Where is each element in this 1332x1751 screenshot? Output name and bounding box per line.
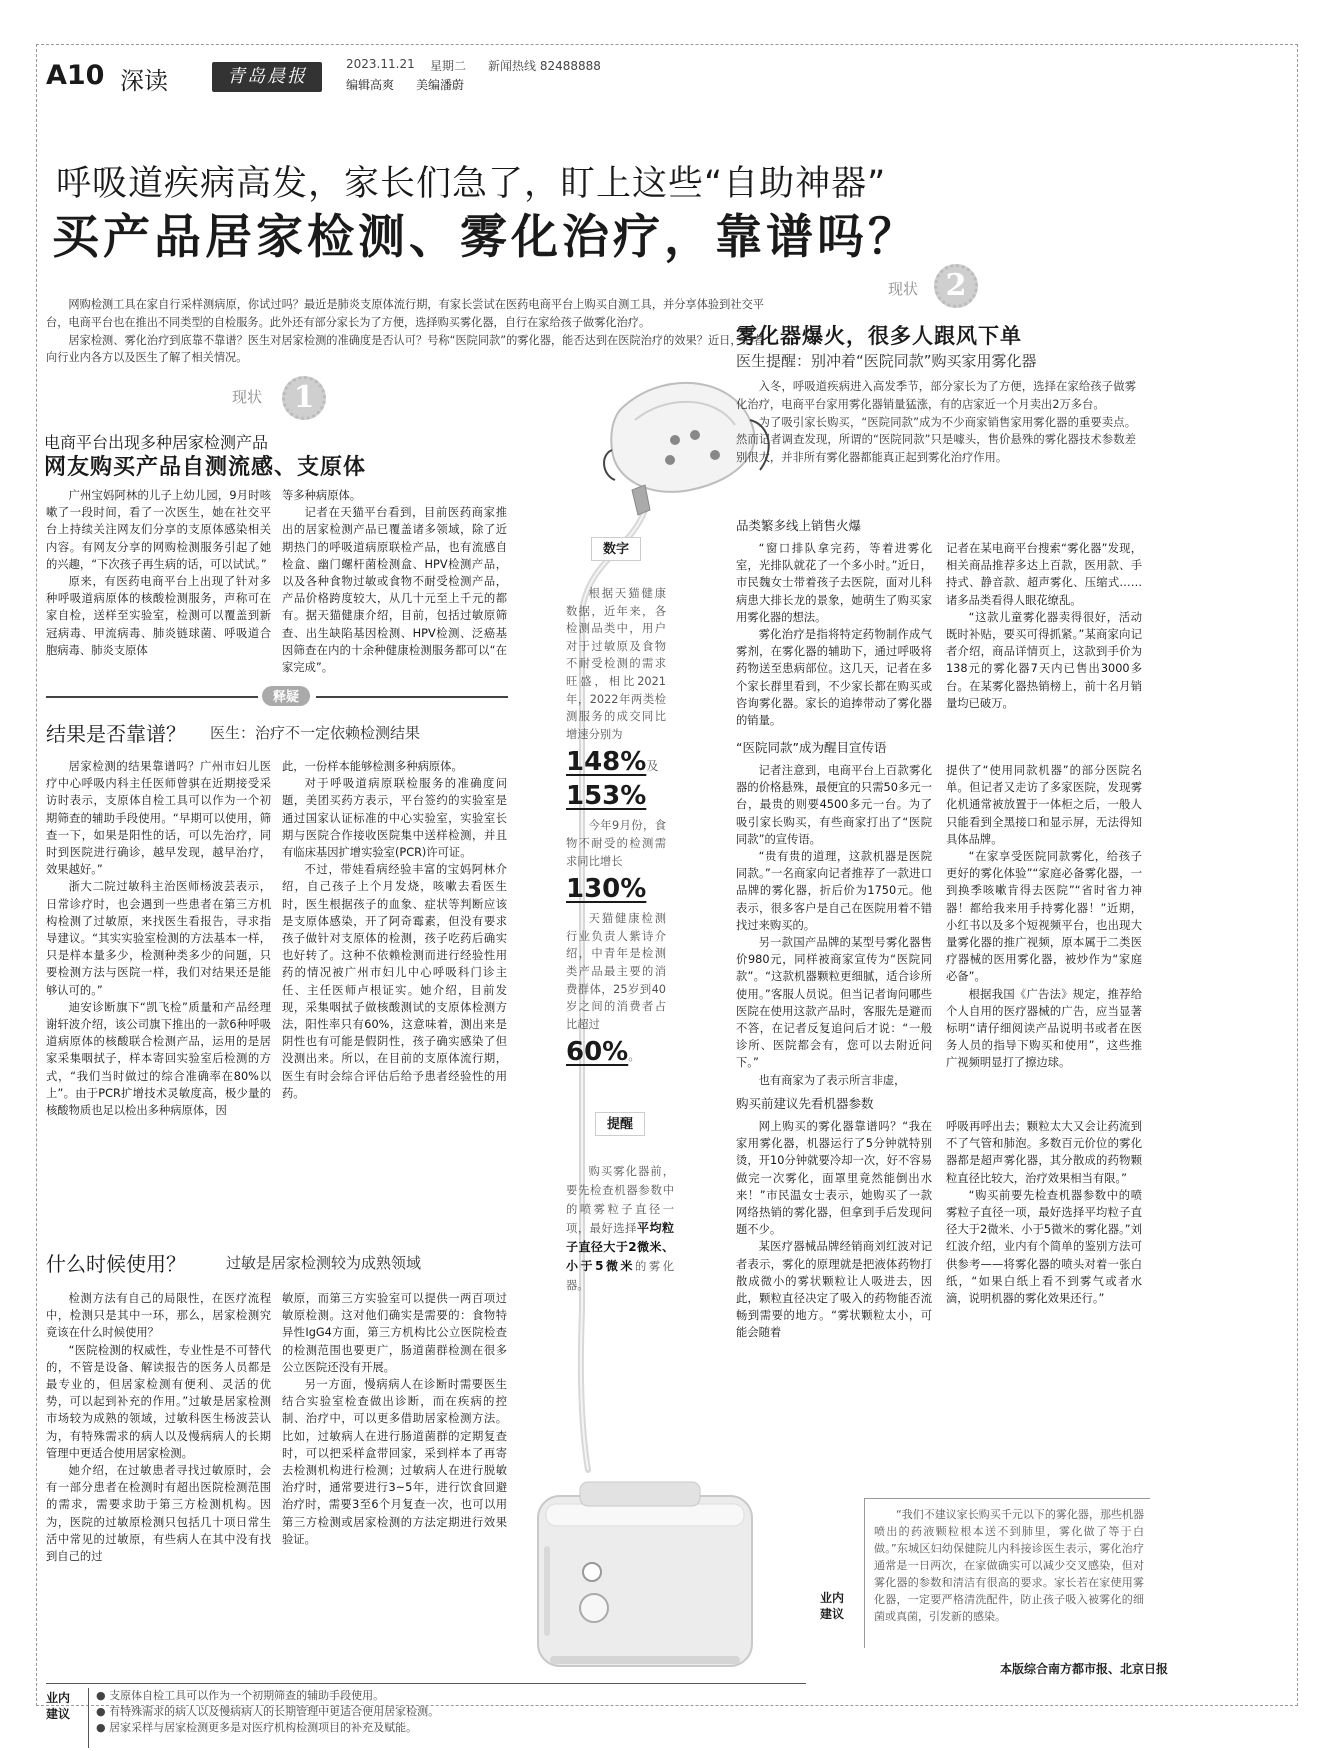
paragraph: 入冬，呼吸道疾病进入高发季节，部分家长为了方便，选择在家给孩子做雾化治疗，电商平台家用雾化器销量猛涨，有的店家近一个月卖出2万多台。	[736, 380, 1136, 411]
section2-h1-col-1	[736, 540, 932, 729]
headline-main: 买产品居家检测、雾化治疗，靠谱吗？	[52, 210, 919, 265]
paragraph: 她介绍，在过敏患者寻找过敏原时，会有一部分患者在检测时有超出医院检测范围的需求，需要求助于第三方检测机构。因为，医院的过敏原检测只包括几十项日常生活中常见的过敏原，有些病人在其中没有找到自己的过	[46, 1464, 271, 1564]
advice-item-text: 支原体自检工具可以作为一个初期筛查的辅助手段使用。	[109, 1689, 385, 1702]
section2-heading-1: 品类繁多线上销售火爆	[736, 518, 862, 533]
numbers-sidebar	[566, 537, 666, 1067]
q2-subtitle: 过敏是居家检测较为成熟领域	[226, 1254, 422, 1272]
stat-60: 60%	[566, 1037, 629, 1068]
tip-label-tag	[595, 1112, 645, 1136]
q2-col-2	[282, 1290, 507, 1548]
section-name: 深读	[120, 67, 168, 95]
dial-icon	[580, 1594, 608, 1622]
paragraph: “在家享受医院同款雾化，给孩子更好的雾化体验”“家庭必备雾化器，一到换季咳嗽肯得去医院”“省时省力神器！都给我来用手持雾化器！”近期，小红书以及多个短视频平台，也出现大量雾化器的推广视频，原本属于二类医疗器械的医用雾化器，被炒作为“家庭必备”。	[946, 850, 1142, 984]
tip-text-2: 的雾化器。	[566, 1260, 674, 1292]
paragraph: 检测方法有自己的局限性，在医疗流程中，检测只是其中一环，那么，居家检测究竟该在什么时候使用？	[46, 1292, 271, 1340]
stat-148: 148%	[566, 747, 647, 778]
advice-item	[96, 1688, 616, 1704]
section2-h3-col-1	[736, 1118, 932, 1342]
stat-row-2	[566, 781, 666, 811]
paragraph: 等多种病原体。	[282, 489, 362, 502]
q1-title: 结果是否靠谱？	[46, 722, 186, 746]
badge-label: 现状	[888, 280, 919, 298]
badge-number: 1	[293, 380, 315, 415]
paragraph: “医院检测的权威性，专业性是不可替代的，不管是设备、解读报告的医务人员都是最专业的，但居家检测有便利、灵活的优势，可以起到补充的作用。”过敏是居家检测市场较为成熟的领域，过敏科医生杨波芸认为，有特殊需求的病人以及慢病病人的长期管理中更适合使用居家检测。	[46, 1343, 271, 1460]
lead-paragraph-1: 网购检测工具在家自行采样测病原，你试过吗？最近是肺炎支原体流行期，有家长尝试在医药电商平台上购买自测工具，并分享体验到社交平台，电商平台也在推出不同类型的自检服务。此外还有部分家长为了方便，选择购买雾化器，自行在家给孩子做雾化治疗。	[46, 298, 764, 329]
bullet-icon: ●	[96, 1720, 110, 1734]
section2-h2-col-2	[946, 762, 1142, 1072]
paragraph: 提供了“使用同款机器”的部分医院名单。但记者又走访了多家医院，发现雾化机通常被放置于一体柜之后，一般人只能看到全黑接口和显示屏，无法得知具体品牌。	[946, 764, 1142, 846]
stat-153: 153%	[566, 781, 647, 812]
numbers-mid: 今年9月份，食物不耐受的检测需求同比增长	[566, 819, 666, 868]
paragraph: “这款儿童雾化器卖得很好，活动既时补贴，要买可得抓紧。”某商家向记者介绍，商品详情页上，这款到手价为138元的雾化器7天内已售出3000多台。在某雾化器热销榜上，前十名月销量均已破万。	[946, 610, 1142, 710]
nebulizer-machine-illustration	[520, 1476, 770, 1676]
tip-label: 提醒	[606, 1117, 633, 1132]
paragraph: “购买前要先检查机器参数中的喷雾粒子直径一项，最好选择平均粒子直径大于2微米、小于5微米的雾化器。”刘红波介绍，业内有个简单的鉴别方法可供参考——将雾化器的喷头对着一张白纸，“如果白纸上看不到雾气或者水滴，说明机器的雾化效果还行。”	[946, 1188, 1142, 1306]
badge-section-2	[888, 264, 1008, 308]
bullet-icon: ●	[96, 1689, 110, 1702]
quote-box-top-rule	[864, 1498, 1150, 1499]
section1-subtitle: 电商平台出现多种居家检测产品	[44, 433, 269, 452]
paragraph: 敏原，而第三方实验室可以提供一两百项过敏原检测。这对他们确实是需要的：食物特异性IgG4方面，第三方机构比公立医院检查的检测范围也要更广，肠道菌群检测在很多公立医院还没有开展。	[282, 1292, 507, 1374]
numbers-label-tag	[591, 537, 641, 561]
issue-date: 2023.11.21	[346, 57, 415, 71]
newspaper-logo-text: 青岛晨报	[227, 66, 307, 87]
stat-row-3	[566, 874, 666, 904]
newspaper-logo	[212, 62, 322, 92]
advice-divider	[88, 1688, 89, 1748]
bullet-icon: ●	[96, 1704, 110, 1718]
paragraph: 记者注意到，电商平台上百款雾化器的价格悬殊，最便宜的只需50多元一台，最贵的则要4500多元一台。为了吸引家长购买，有些商家打出了“医院同款”的宣传语。	[736, 764, 932, 846]
paragraph: 广州宝妈阿林的儿子上幼儿园，9月时咳嗽了一段时间，看了一次医生，她在社交平台上持续关注网友们分享的支原体感染相关内容。有网友分享的网购检测服务引起了她的兴趣，“下次孩子再生病的话，可以试试。”	[46, 489, 271, 571]
paragraph: 不过，带娃看病经验丰富的宝妈阿林介绍，自己孩子上个月发烧，咳嗽去看医生时，医生根据孩子的血象、症状等判断应该是支原体感染，开了阿奇霉素，但没有要求孩子做针对支原体的检测，孩子吃药后确实也好转了。这种不依赖检测而进行经验性用药的情况被广州市妇儿中心呼吸科门诊主任、主任医师卢根证实。她介绍，目前发现，采集咽拭子做核酸测试的支原体检测方法，阳性率只有60%，这意味着，测出来是阴性也有可能是假阴性，孩子确实感染了但没测出来。所以，在目前的支原体流行期，医生有时会综合评估后给予患者经验性的用药。	[282, 863, 507, 1100]
badge-gear-icon	[282, 376, 326, 420]
paragraph: 此，一份样本能够检测多种病原体。	[282, 760, 463, 773]
paragraph: 另一方面，慢病病人在诊断时需要医生结合实验室检查做出诊断，而在疾病的控制、治疗中，可以更多借助居家检测方法。比如，过敏病人在进行肠道菌群的定期复查时，可以把采样盒带回家，采到样本了再寄去检测机构进行检测；过敏病人在进行脱敏治疗时，通常要进行3~5年，进行饮食回避治疗时，需要3至6个月复查一次，也可以用第三方检测或居家检测的方法定期进行效果验证。	[282, 1378, 507, 1546]
section2-title: 雾化器爆火，很多人跟风下单	[736, 324, 1022, 348]
badge-label: 现状	[232, 388, 263, 406]
paragraph: “窗口排队拿完药，等着进雾化室，光排队就花了一个多小时。”近日，市民魏女士带着孩子去医院，面对儿科病患大排长龙的景象，她萌生了购买家用雾化器的想法。	[736, 542, 932, 624]
designer-credit: 美编潘蔚	[416, 78, 465, 92]
stat-row-4	[566, 1037, 666, 1067]
badge-number: 2	[945, 268, 967, 303]
paragraph: 对于呼吸道病原联检服务的准确度问题，美团买药方表示，平台签约的实验室是通过国家认证标准的中心实验室，实验室长期与医院合作接收医院集中送样检测，并且有临床基因扩增实验室(PCR)许可证。	[282, 777, 507, 860]
tip-text-bold: 平均粒子直径大于2微米、小于5微米	[566, 1221, 674, 1273]
advice-label-right: 业内建议	[820, 1591, 845, 1621]
q1-col-2	[282, 758, 507, 1102]
stat-end: 。	[628, 1049, 641, 1064]
section2-subtitle: 医生提醒：别冲着“医院同款”购买家用雾化器	[736, 352, 1037, 370]
q1-subtitle: 医生：治疗不一定依赖检测结果	[210, 724, 421, 742]
paragraph: 为了吸引家长购买，“医院同款”成为不少商家销售家用雾化器的重要卖点。然而记者调查发现，所谓的“医院同款”只是噱头，售价悬殊的雾化器技术参数差别很大，并非所有雾化器都能真正起到雾化治疗作用。	[736, 415, 1136, 465]
advice-list	[96, 1688, 616, 1735]
numbers-intro: 根据天猫健康数据，近年来，各检测品类中，用户对于过敏原及食物不耐受检测的需求旺盛，相比2021年，2022年两类检测服务的成交同比增速分别为	[566, 587, 666, 741]
paragraph: 记者在天猫平台看到，目前医药商家推出的居家检测产品已覆盖诸多领域，除了近期热门的呼吸道病原联检产品，也有流感自检盒、幽门螺杆菌检测盒、HPV检测产品，以及各种食物过敏或食物不耐受检测产品，产品价格跨度较大，从几十元至上千元的都有。据天猫健康介绍，目前，包括过敏原筛查、出生缺陷基因检测、HPV检测、泛癌基因筛查在内的十余种健康检测服务都可以“在家完成”。	[282, 506, 507, 675]
numbers-end: 天猫健康检测行业负责人紫诗介绍，中青年是检测类产品最主要的消费群体，25岁到40岁之间的消费者占比超过	[566, 912, 666, 1031]
source-credit: 本版综合南方都市报、北京日报	[1000, 1662, 1169, 1676]
paragraph: 呼吸再呼出去；颗粒太大又会让药流到不了气管和肺泡。多数百元价位的雾化器都是超声雾化器，其分散成的药物颗粒直径比较大，治疗效果相当有限。”	[946, 1120, 1142, 1185]
section1-col-2	[282, 487, 507, 676]
badge-section-1	[232, 376, 352, 420]
paragraph: 雾化治疗是指将特定药物制作成气雾剂，在雾化器的辅助下，通过呼吸将药物送至患病部位。这几天，记者在多个家长群里看到，不少家长都在购买或咨询雾化器。家长的追捧带动了雾化器的销量。	[736, 628, 932, 728]
lead-paragraph-2: 居家检测、雾化治疗到底靠不靠谱？医生对居家检测的准确度是否认可？号称“医院同款”的雾化器，能否达到在医院治疗的效果？近日，记者向行业内各方以及医生了解了相关情况。	[46, 333, 764, 365]
editor-credit: 编辑高爽	[346, 78, 395, 92]
paragraph: 某医疗器械品牌经销商刘红波对记者表示，雾化的原理就是把液体药物打散成微小的雾状颗粒让人吸进去，因此，颗粒直径决定了吸入的药物能否流畅到需要的地方。“雾状颗粒太小，可能会随着	[736, 1240, 932, 1340]
section2-h3-col-2	[946, 1118, 1142, 1307]
badge-gear-icon	[934, 264, 978, 308]
tip-text	[566, 1162, 674, 1295]
stat-row-1	[566, 747, 666, 777]
section2-h1-col-2	[946, 540, 1142, 712]
advice-label: 业内建议	[46, 1691, 71, 1721]
explain-tag-text: 释疑	[272, 690, 299, 705]
paragraph: 迪安诊断旗下“凯飞检”质量和产品经理谢轩波介绍，该公司旗下推出的一款6种呼吸道病原体的核酸联合检测产品，运用的是居家采集咽拭子，样本寄回实验室后检测的方式，“我们当时做过的综合准确率在80%以上”。由于PCR扩增技术灵敏度高，极少量的核酸物质也足以检出多种病原体，因	[46, 1000, 271, 1118]
expert-quote-text: “我们不建议家长购买千元以下的雾化器，那些机器喷出的药液颗粒根本送不到肺里，雾化做了等于白做。”东城区妇幼保健院儿内科接诊医生表示，雾化治疗通常是一日两次，在家做确实可以减少交叉感染，但对雾化器的参数和清洁有很高的要求。家长若在家使用雾化器，一定要严格清洗配件，防止孩子吸入被雾化的细菌或真菌，引发新的感染。	[874, 1508, 1144, 1623]
stat-and: 及	[646, 759, 659, 774]
advice-item-text: 有特殊需求的病人以及慢病病人的长期管理中更适合使用居家检测。	[109, 1704, 440, 1718]
divider-right	[316, 696, 508, 698]
paragraph: “贵有贵的道理，这款机器是医院同款。”一名商家向记者推荐了一款进口品牌的雾化器，折后价为1750元。他表示，很多客户是自己在医院用着不错找过来购买的。	[736, 850, 932, 932]
section2-heading-3: 购买前建议先看机器参数	[736, 1096, 874, 1111]
tip-sidebar	[566, 1112, 674, 1295]
divider-left	[46, 696, 258, 698]
advice-item-text: 居家采样与居家检测更多是对医疗机构检测项目的补充及赋能。	[109, 1720, 418, 1734]
paragraph: 原来，有医药电商平台上出现了针对多种呼吸道病原体的核酸检测服务，声称可在家自检，送样至实验室，检测可以覆盖到新冠病毒、甲流病毒、肺炎链球菌、呼吸道合胞病毒、肺炎支原体	[46, 575, 271, 657]
expert-quote	[874, 1506, 1144, 1625]
advice-item	[96, 1720, 616, 1736]
paragraph: 根据我国《广告法》规定，推荐给个人自用的医疗器械的广告，应当显著标明“请仔细阅读产品说明书或者在医务人员的指导下购买和使用”，这些推广视频明显打了擦边球。	[946, 987, 1142, 1070]
paragraph: 网上购买的雾化器靠谱吗？“我在家用雾化器，机器运行了5分钟就特别烫，开10分钟就要冷却一次，好不容易做完一次雾化，面罩里竟然能倒出水来！”市民温女士表示，她购买了一款网络热销的雾化器，但拿到手后发现问题不少。	[736, 1120, 932, 1237]
paragraph: 也有商家为了表示所言非虚，	[758, 1073, 906, 1087]
section2-intro	[736, 378, 1136, 467]
paragraph: 浙大二院过敏科主治医师杨波芸表示，日常诊疗时，也会遇到一些患者在第三方机构检测了过敏原，来找医生看报告，寻求指导建议。“其实实验室检测的方法基本一样，只是样本量多少，检测种类多少的问题，只要检测方法与医院一样，我们对结果还是能够认可的。”	[46, 880, 271, 997]
issue-weekday: 星期二	[430, 59, 467, 73]
section2-h2-col-1	[736, 762, 932, 1089]
section1-col-1	[46, 487, 271, 659]
numbers-label: 数字	[602, 542, 629, 557]
stat-130: 130%	[566, 874, 647, 905]
q1-col-1	[46, 758, 271, 1119]
advice-top-rule	[46, 1683, 806, 1684]
headline-kicker: 呼吸道疾病高发，家长们急了，盯上这些“自助神器”	[56, 164, 887, 204]
page-number: A10	[46, 60, 105, 91]
paragraph: 另一款国产品牌的某型号雾化器售价980元，同样被商家宣传为“医院同款”。“这款机器颗粒更细腻，适合诊所使用。”客服人员说。但当记者询问哪些医院在使用这款产品时，客服先是避而不答，在记者反复追问后才说：“一般诊所、医院都会有，您可以去附近问下。”	[736, 936, 932, 1070]
paragraph: 记者在某电商平台搜索“雾化器”发现，相关商品推荐多达上百款，医用款、手持式、静音款、超声雾化、压缩式……诸多品类看得人眼花缭乱。	[946, 542, 1142, 607]
power-button-icon	[583, 1563, 601, 1581]
q2-title: 什么时候使用？	[46, 1252, 186, 1276]
advice-item	[96, 1704, 616, 1720]
quote-box-left-rule	[864, 1498, 865, 1648]
masthead	[46, 56, 1286, 96]
news-hotline: 新闻热线 82488888	[488, 59, 601, 73]
section1-title: 网友购买产品自测流感、支原体	[44, 455, 367, 480]
paragraph: 居家检测的结果靠谱吗？广州市妇儿医疗中心呼吸内科主任医师曾骐在近期接受采访时表示，支原体自检工具可以作为一个初期筛查的辅助手段使用。“早期可以使用，筛查一下，如果是阳性的话，可以先治疗，同时到医院进行确诊，越早发现，越早治疗，效果越好。”	[46, 760, 271, 877]
explain-tag	[262, 686, 310, 706]
section2-heading-2: “医院同款”成为醒目宣传语	[736, 740, 887, 755]
q2-col-1	[46, 1290, 271, 1565]
lead-paragraphs	[46, 296, 764, 367]
tip-text-1: 购买雾化器前，要先检查机器参数中的喷雾粒子直径一项，最好选择	[566, 1165, 674, 1235]
